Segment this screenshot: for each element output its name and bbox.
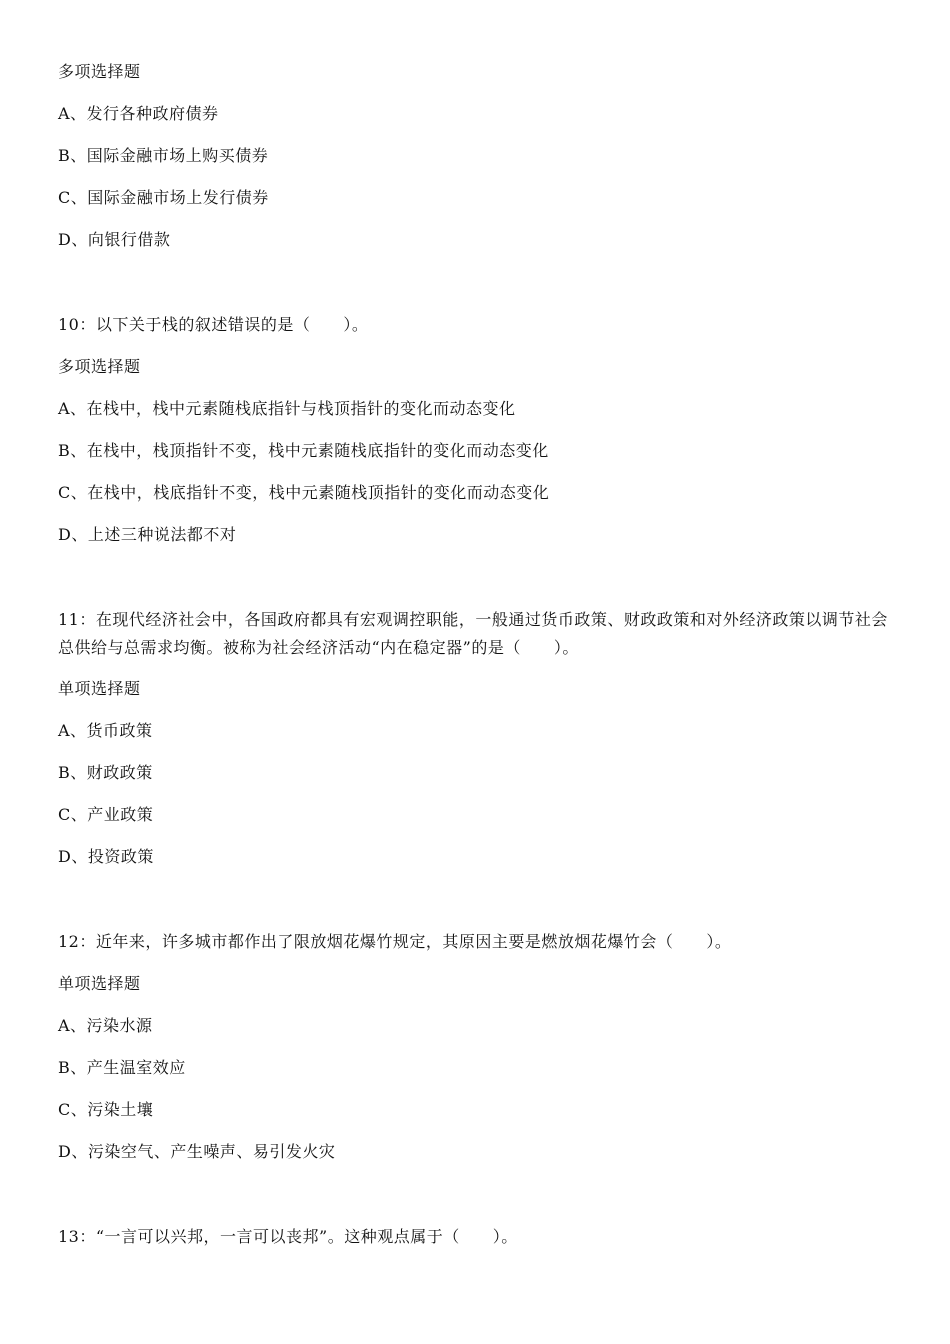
question-10-option-b: B、在栈中，栈顶指针不变，栈中元素随栈底指针的变化而动态变化 (58, 441, 549, 460)
question-11-option-a: A、货币政策 (58, 721, 153, 740)
question-10-option-d: D、上述三种说法都不对 (58, 525, 237, 544)
question-11-type-label: 单项选择题 (58, 679, 141, 698)
question-9-type-label: 多项选择题 (58, 62, 141, 81)
question-10-type-label: 多项选择题 (58, 357, 141, 376)
question-9-option-d: D、向银行借款 (58, 230, 171, 249)
question-11-option-c: C、产业政策 (58, 805, 154, 824)
question-9-option-b: B、国际金融市场上购买债券 (58, 146, 269, 165)
question-10-option-c: C、在栈中，栈底指针不变，栈中元素随栈顶指针的变化而动态变化 (58, 483, 550, 502)
question-9-option-a: A、发行各种政府债券 (58, 104, 219, 123)
question-12-option-b: B、产生温室效应 (58, 1058, 186, 1077)
question-13-text: 13：“一言可以兴邦，一言可以丧邦”。这种观点属于（ ）。 (58, 1227, 518, 1246)
question-12-option-a: A、污染水源 (58, 1016, 153, 1035)
question-12-type-label: 单项选择题 (58, 974, 141, 993)
question-12-option-c: C、污染土壤 (58, 1100, 154, 1119)
question-10-text: 10：以下关于栈的叙述错误的是（ ）。 (58, 315, 369, 334)
question-11-text: 11：在现代经济社会中，各国政府都具有宏观调控职能，一般通过货币政策、财政政策和对外经济政策以调节社会总供给与总需求均衡。被称为社会经济活动“内在稳定器”的是（ ）。 (58, 610, 888, 657)
question-10-option-a: A、在栈中，栈中元素随栈底指针与栈顶指针的变化而动态变化 (58, 399, 516, 418)
question-12-text: 12：近年来，许多城市都作出了限放烟花爆竹规定，其原因主要是燃放烟花爆竹会（ ）。 (58, 932, 732, 951)
question-12-option-d: D、污染空气、产生噪声、易引发火灾 (58, 1142, 336, 1161)
question-11-option-d: D、投资政策 (58, 847, 154, 866)
question-11-option-b: B、财政政策 (58, 763, 153, 782)
question-9-option-c: C、国际金融市场上发行债券 (58, 188, 269, 207)
